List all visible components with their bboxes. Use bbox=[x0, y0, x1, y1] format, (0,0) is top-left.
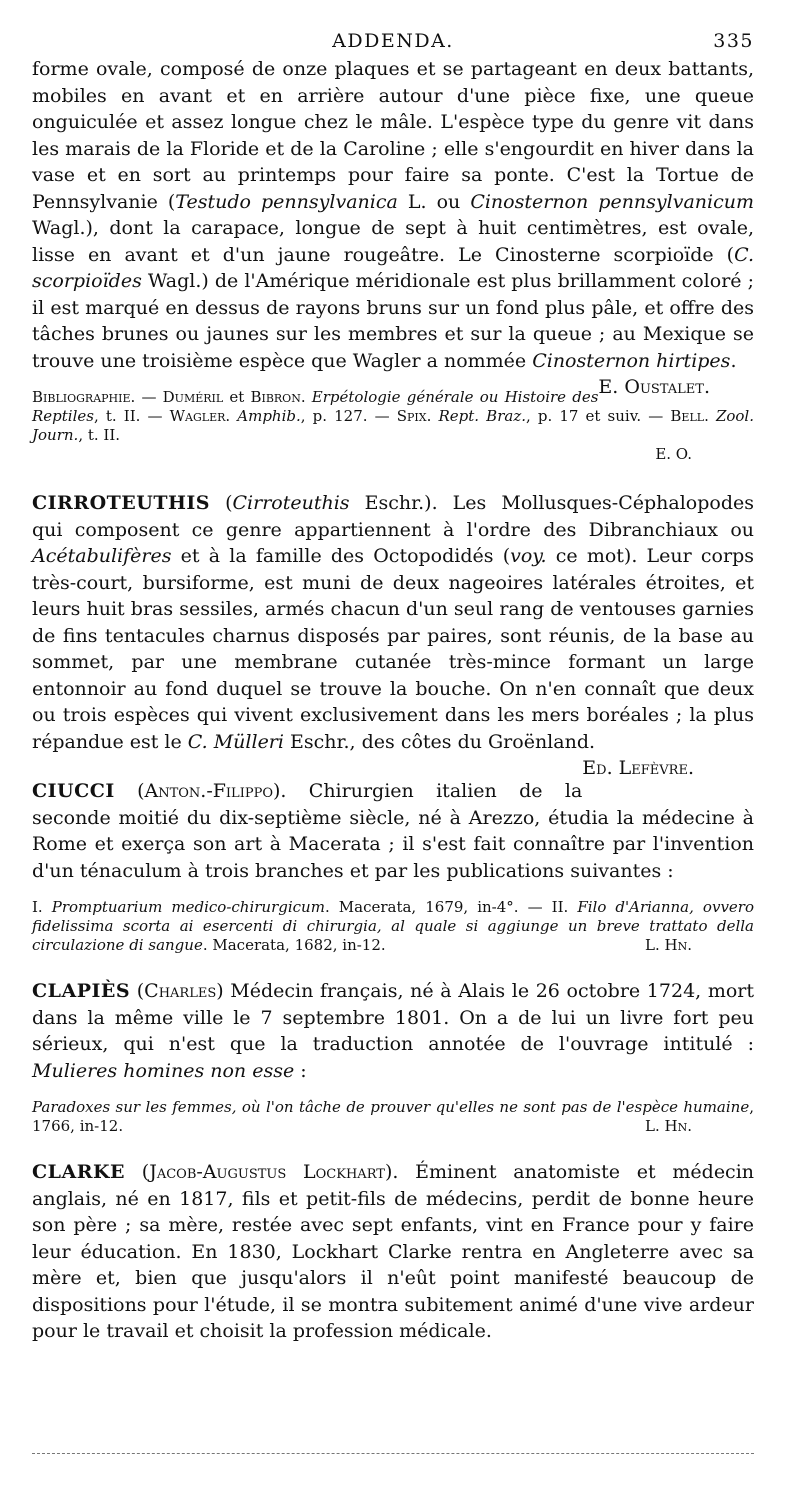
headword: CIRROTEUTHIS bbox=[32, 492, 211, 514]
signature: L. Hn. bbox=[645, 936, 692, 954]
headword: CLAPIÈS bbox=[32, 980, 131, 1002]
entry-body: CLAPIÈS (Charles) Médecin français, né à Alais le 26 octobre 1724, mort dans la même ville le 7 septembre 1801. On a de lui un livre fort peu sérieux, qui n'est que la traduction annotée de l'ouvrage intitulé : Mulieres homines non esse : bbox=[32, 980, 754, 1082]
signature: Ed. Lefèvre. bbox=[582, 757, 694, 779]
running-header bbox=[32, 18, 754, 56]
entry-body: CLARKE (Jacob-Augustus Lockhart). Éminent anatomiste et médecin anglais, né en 1817, fils et petit-fils de médecins, perdit de bonne heure son père ; sa mère, restée avec sept enfants, vint en France pour y faire leur éducation. En 1830, Lockhart Clarke rentra en Angleterre avec sa mère et, bien que jusqu'alors il n'eût point manifesté beaucoup de dispositions pour l'étude, il se montra subitement animé d'une vive ardeur pour le travail et choisit la profession médicale. bbox=[32, 1161, 755, 1342]
forename: Charles bbox=[144, 980, 217, 1002]
bibliography: Paradoxes sur les femmes, où l'on tâche de prouver qu'elles ne sont pas de l'espèce humaine, 1766, in-12. L. Hn. bbox=[32, 1098, 754, 1135]
running-title: ADDENDA. bbox=[332, 30, 454, 52]
entry-clarke bbox=[32, 1159, 754, 1345]
entry-body: CIUCCI (Anton.-Filippo). Chirurgien italien de la seconde moitié du dix-septième siècle, né à Arezzo, étudia la médecine à Rome et exerça son art à Macerata ; il s'est fait connaître par l'invention d'un ténaculum à trois branches et par les publications suivantes : bbox=[32, 780, 754, 882]
bibliography: I. Promptuarium medico-chirurgicum. Macerata, 1679, in-4°. — II. Filo d'Arianna, ovvero fidelissima scorta ai esercenti di chirurgia, al quale si aggiunge un breve trattato della circulazione di sangue. Macerata, 1682, in-12. L. Hn. bbox=[32, 898, 754, 954]
entry-cirroteuthis bbox=[32, 490, 754, 779]
signature: L. Hn. bbox=[645, 1117, 692, 1135]
forename: Jacob-Augustus Lockhart bbox=[149, 1161, 385, 1183]
entry-clapies bbox=[32, 978, 754, 1136]
entry-body: forme ovale, composé de onze plaques et se partageant en deux battants, mobiles en avant et en arrière autour d'une pièce fixe, une queue onguiculée et assez longue chez le mâle. L'espèce type du genre vit dans les marais de la Floride et de la Caroline ; elle s'engourdit en hiver dans la vase et en sort au printemps pour faire sa ponte. C'est la Tortue de Pennsylvanie (Testudo pennsylvanica L. ou Cinosternon pennsylvanicum Wagl.), dont la carapace, longue de sept à huit centimètres, est ovale, lisse en avant et d'un jaune rougeâtre. Le Cinosterne scorpioïde (C. scorpioïdes Wagl.) de l'Amérique méridionale est plus brillamment coloré ; il est marqué en dessus de rayons bruns sur un fond plus pâle, et offre des tâches brunes ou jaunes sur les membres et sur la queue ; au Mexique se trouve une troisième espèce que Wagler a nommée Cinosternon hirtipes. E. Oustalet. bbox=[32, 56, 754, 374]
entry-ciucci bbox=[32, 778, 754, 955]
entry-cinosternon-continuation bbox=[32, 56, 754, 464]
entry-body: CIRROTEUTHIS (Cirroteuthis Eschr.). Les Mollusques-Céphalopodes qui composent ce genre appartiennent à l'ordre des Dibranchiaux ou Acétabulifères et à la famille des Octopodidés (voy. ce mot). Leur corps très-court, bursiforme, est muni de deux nageoires latérales étroites, et leurs huit bras sessiles, armés chacun d'un seul rang de ventouses garnies de fins tentacules charnus disposés par paires, sont réunis, de la base au sommet, par une membrane cutanée très-mince formant un large entonnoir au fond duquel se trouve la bouche. On n'en connaît que deux ou trois espèces qui vivent exclusivement dans les mers boréales ; la plus répandue est le C. Mülleri Eschr., des côtes du Groënland. Ed. Lefèvre. bbox=[32, 490, 754, 755]
signature: E. Oustalet. bbox=[598, 376, 710, 398]
headword: CLARKE bbox=[32, 1161, 126, 1183]
footer-rule bbox=[32, 1453, 754, 1454]
signature: E. O. bbox=[655, 445, 692, 463]
forename: Anton.-Filippo bbox=[144, 780, 273, 802]
page-number: 335 bbox=[713, 30, 754, 52]
page bbox=[32, 18, 754, 1345]
bibliography: Bibliographie. — Duméril et Bibron. Erpétologie générale ou Histoire des Reptiles, t. II. — Wagler. Amphib., p. 127. — Spix. Rept. Braz., p. 17 et suiv. — Bell. Zool. Journ., t. II. E. O. bbox=[32, 388, 755, 463]
headword: CIUCCI bbox=[32, 780, 115, 802]
